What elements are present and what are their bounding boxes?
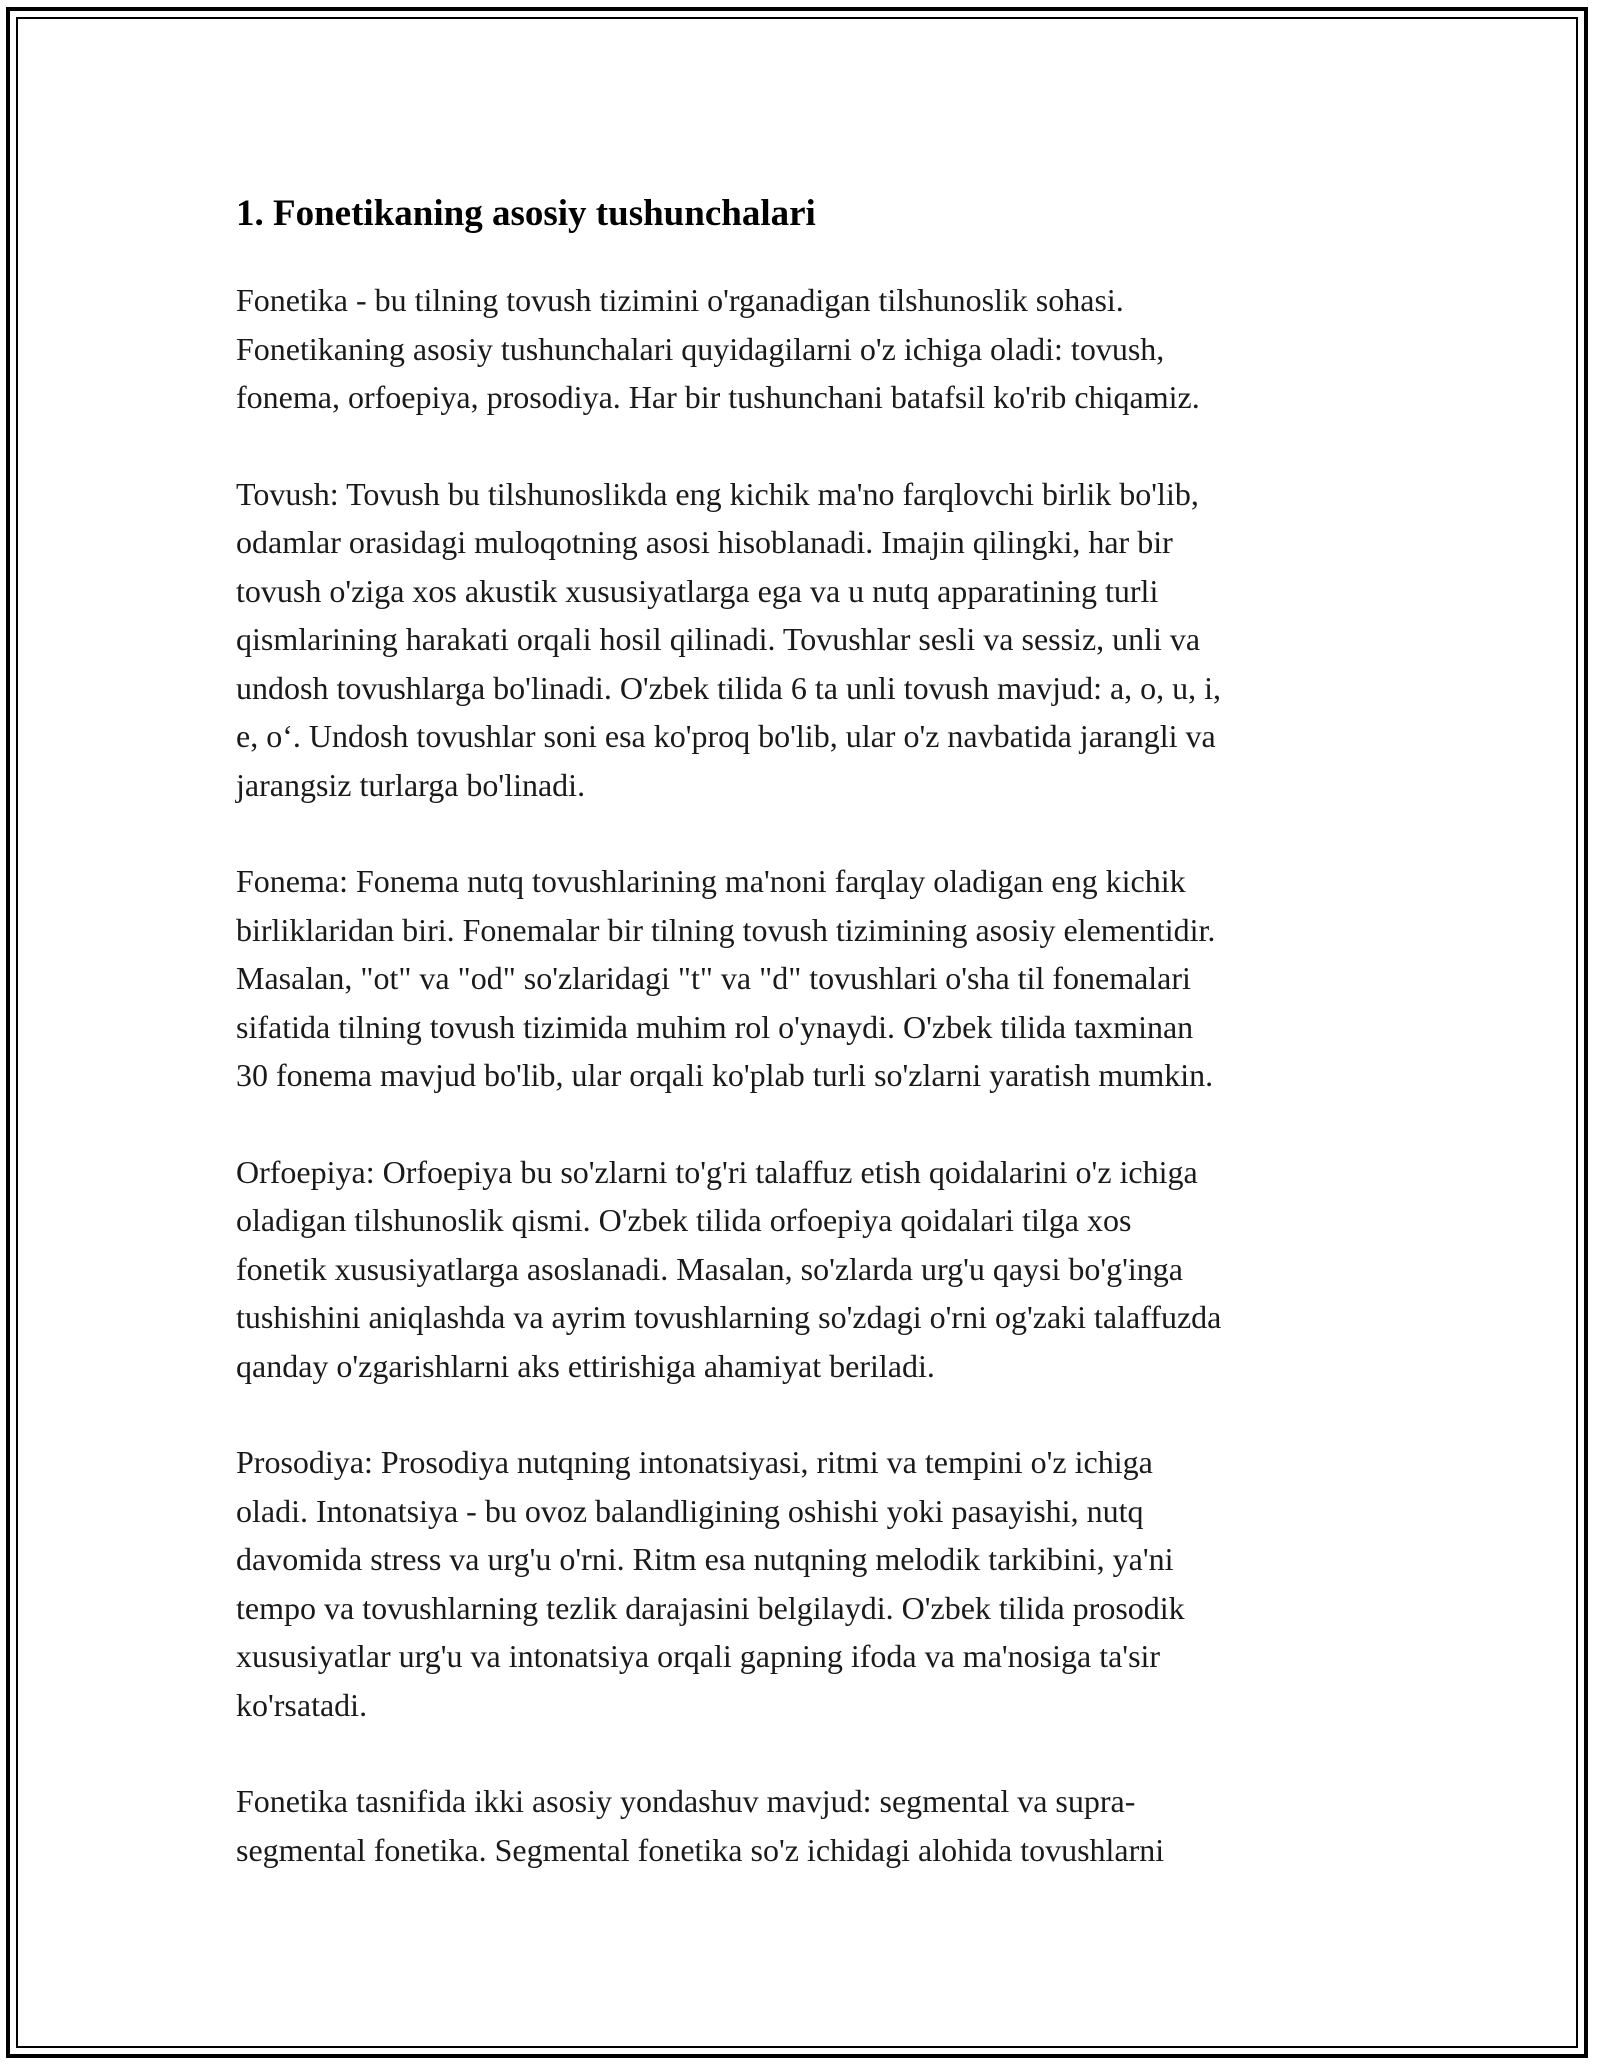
section-heading: 1. Fonetikaning asosiy tushunchalari [236, 193, 816, 234]
text-line: qanday o'zgarishlarni aks ettirishiga ahamiyat beriladi. [236, 1347, 935, 1384]
text-line: oladi. Intonatsiya - bu ovoz balandligining oshishi yoki pasayishi, nutq [236, 1492, 1144, 1529]
text-line: odamlar orasidagi muloqotning asosi hisoblanadi. Imajin qilingki, har bir [236, 524, 1173, 560]
text-line: davomida stress va urg'u o'rni. Ritm esa nutqning melodik tarkibini, ya'ni [236, 1541, 1174, 1577]
text-line: Orfoepiya: Orfoepiya bu so'zlarni to'g'ri talaffuz etish qoidalarini o'z ichiga [236, 1153, 1198, 1190]
paragraph-fonema [236, 857, 1376, 1100]
text-line: e, o‘. Undosh tovushlar soni esa ko'proq bo'lib, ular o'z navbatida jarangli va [236, 718, 1216, 754]
text-line: 30 fonema mavjud bo'lib, ular orqali ko'plab turli so'zlarni yaratish mumkin. [236, 1057, 1214, 1093]
text-line: xususiyatlar urg'u va intonatsiya orqali gapning ifoda va ma'nosiga ta'sir [236, 1638, 1161, 1674]
paragraph-tasnif [236, 1777, 1376, 1874]
text-line: Fonetika - bu tilning tovush tizimini o'rganadigan tilshunoslik sohasi. [236, 282, 1124, 318]
text-line: oladigan tilshunoslik qismi. O'zbek tilida orfoepiya qoidalari tilga xos [236, 1202, 1132, 1238]
text-line: jarangsiz turlarga bo'linadi. [236, 766, 586, 803]
text-line: tushishini aniqlashda va ayrim tovushlarning so'zdagi o'rni og'zaki talaffuzda [236, 1299, 1222, 1335]
text-line: Prosodiya: Prosodiya nutqning intonatsiyasi, ritmi va tempini o'z ichiga [236, 1444, 1153, 1480]
text-line: Tovush: Tovush bu tilshunoslikda eng kichik ma'no farqlovchi birlik bo'lib, [236, 475, 1199, 512]
text-line: undosh tovushlarga bo'linadi. O'zbek tilida 6 ta unli tovush mavjud: a, o, u, i, [236, 669, 1222, 706]
text-line: tovush o'ziga xos akustik xususiyatlarga ega va u nutq apparatining turli [236, 572, 1159, 609]
text-line: Fonetika tasnifida ikki asosiy yondashuv mavjud: segmental va supra- [236, 1783, 1136, 1819]
text-line: segmental fonetika. Segmental fonetika so'z ichidagi alohida tovushlarni [236, 1831, 1165, 1868]
text-line: birliklaridan biri. Fonemalar bir tilning tovush tizimining asosiy elementidir. [236, 911, 1216, 948]
paragraph-orfoepiya [236, 1148, 1376, 1391]
text-line: fonetik xususiyatlarga asoslanadi. Masalan, so'zlarda urg'u qaysi bo'g'inga [236, 1250, 1183, 1287]
paragraph-tovush [236, 470, 1376, 810]
text-line: fonema, orfoepiya, prosodiya. Har bir tushunchani batafsil ko'rib chiqamiz. [236, 379, 1200, 415]
text-line: sifatida tilning tovush tizimida muhim rol o'ynaydi. O'zbek tilida taxminan [236, 1008, 1194, 1045]
document-body [236, 186, 1376, 1922]
text-line: Fonetikaning asosiy tushunchalari quyidagilarni o'z ichiga oladi: tovush, [236, 330, 1165, 367]
paragraph-prosodiya [236, 1438, 1376, 1729]
text-line: tempo va tovushlarning tezlik darajasini belgilaydi. O'zbek tilida prosodik [236, 1589, 1185, 1626]
text-line: qismlarining harakati orqali hosil qilinadi. Tovushlar sesli va sessiz, unli va [236, 621, 1201, 657]
text-line: ko'rsatadi. [236, 1686, 368, 1723]
text-line: Masalan, "ot" va "od" so'zlaridagi "t" va "d" tovushlari o'sha til fonemalari [236, 960, 1191, 996]
paragraph-intro [236, 276, 1376, 422]
text-line: Fonema: Fonema nutq tovushlarining ma'noni farqlay oladigan eng kichik [236, 863, 1186, 899]
